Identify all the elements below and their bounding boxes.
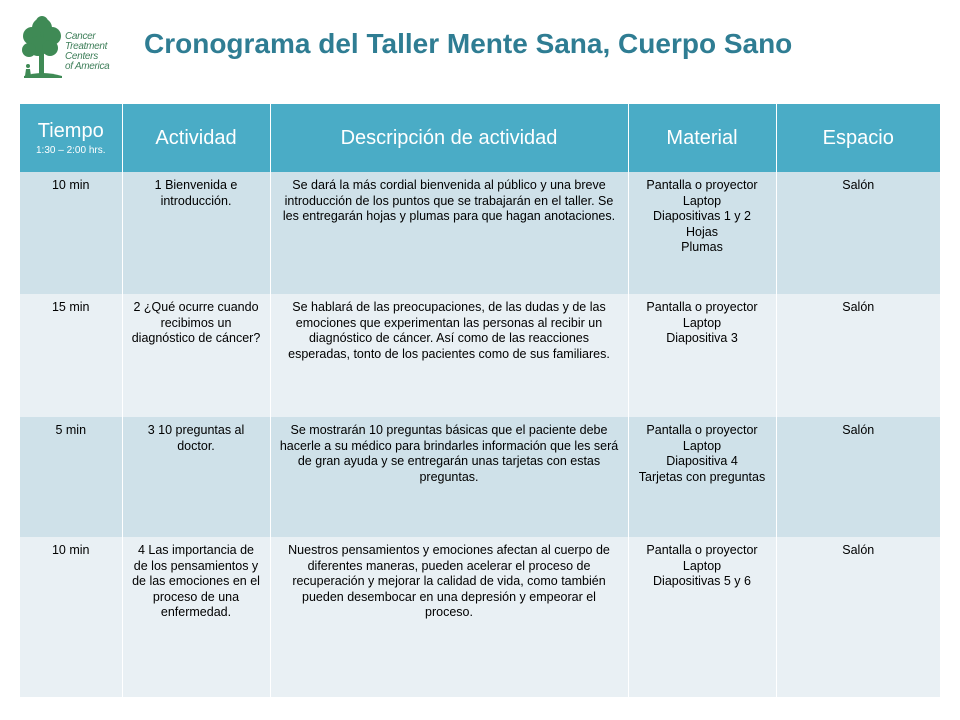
cell-material: Pantalla o proyector Laptop Diapositiva 4 Tarjetas con preguntas (628, 417, 776, 537)
table-row (20, 417, 940, 537)
company-logo (20, 14, 130, 86)
cell-actividad: 4 Las importancia de de los pensamientos y de las emociones en el proceso de una enfermedad. (122, 537, 270, 697)
cell-material: Pantalla o proyector Laptop Diapositiva 3 (628, 294, 776, 417)
cell-actividad: 3 10 preguntas al doctor. (122, 417, 270, 537)
cell-descripcion: Se hablará de las preocupaciones, de las dudas y de las emociones que experimentan las personas al recibir un diagnóstico de cáncer. Así como de las reacciones esperadas, tonto de los pacientes como de sus familiares. (270, 294, 628, 417)
cell-espacio: Salón (776, 537, 940, 697)
table-row (20, 172, 940, 294)
cell-espacio: Salón (776, 294, 940, 417)
cell-espacio: Salón (776, 417, 940, 537)
cell-tiempo: 10 min (20, 537, 122, 697)
page-title: Cronograma del Taller Mente Sana, Cuerpo Sano (144, 28, 793, 59)
cell-actividad: 2 ¿Qué ocurre cuando recibimos un diagnóstico de cáncer? (122, 294, 270, 417)
schedule-table (20, 104, 940, 697)
cell-descripcion: Se mostrarán 10 preguntas básicas que el paciente debe hacerle a su médico para brindarles información que les será de gran ayuda y se entregarán unas tarjetas con estas preguntas. (270, 417, 628, 537)
cell-actividad: 1 Bienvenida e introducción. (122, 172, 270, 294)
header-espacio: Espacio (776, 104, 940, 172)
header-actividad: Actividad (122, 104, 270, 172)
cell-tiempo: 15 min (20, 294, 122, 417)
table-header-row (20, 104, 940, 172)
cell-espacio: Salón (776, 172, 940, 294)
header-descripcion: Descripción de actividad (270, 104, 628, 172)
cell-tiempo: 5 min (20, 417, 122, 537)
table-row (20, 294, 940, 417)
header-material: Material (628, 104, 776, 172)
cell-descripcion: Se dará la más cordial bienvenida al público y una breve introducción de los puntos que se trabajarán en el taller. Se les entregarán hojas y plumas para que hagan anotaciones. (270, 172, 628, 294)
tree-icon (20, 14, 64, 86)
cell-material: Pantalla o proyector Laptop Diapositivas 1 y 2 Hojas Plumas (628, 172, 776, 294)
logo-wordmark: Cancer Treatment Centers of America (65, 31, 110, 72)
cell-tiempo: 10 min (20, 172, 122, 294)
cell-material: Pantalla o proyector Laptop Diapositivas 5 y 6 (628, 537, 776, 697)
header-tiempo-range: 1:30 – 2:00 hrs. (36, 144, 106, 156)
table-row (20, 537, 940, 697)
header-tiempo: Tiempo 1:30 – 2:00 hrs. (20, 104, 122, 172)
cell-descripcion: Nuestros pensamientos y emociones afectan al cuerpo de diferentes maneras, pueden acelerar el proceso de recuperación y mejorar la calidad de vida, como también pueden desembocar en una depresión y empeorar el proceso. (270, 537, 628, 697)
